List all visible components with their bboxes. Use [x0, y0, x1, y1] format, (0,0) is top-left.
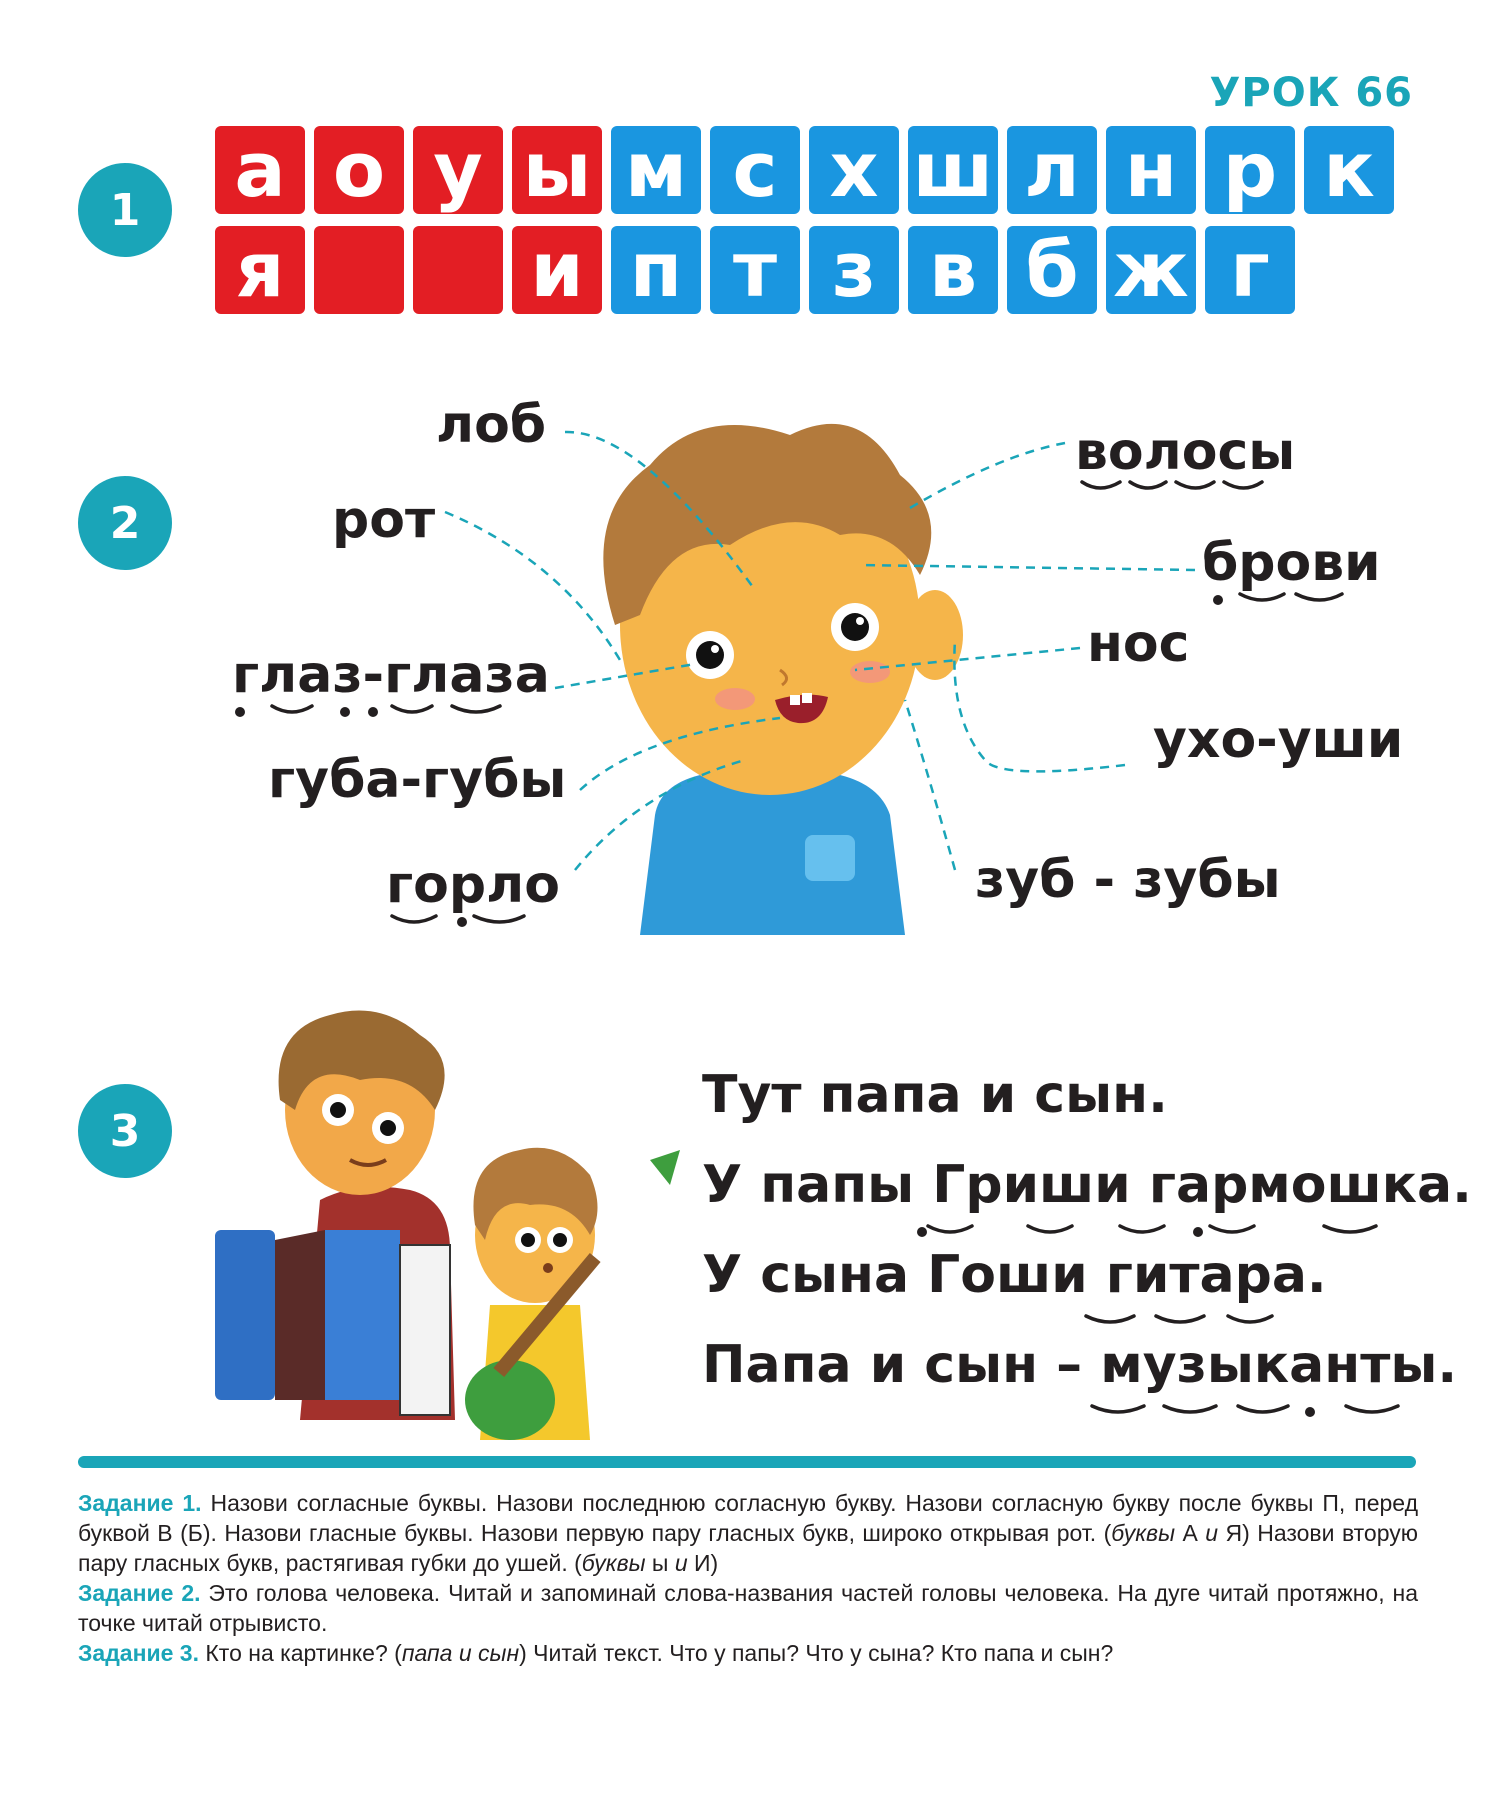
task-1-italic: и [674, 1550, 688, 1576]
label-glaz: глаз-глаза [232, 645, 550, 705]
section-divider [78, 1456, 1416, 1468]
letter-tile: м [611, 126, 701, 214]
label-guba: губа-губы [268, 750, 567, 810]
letter-tile: о [314, 126, 404, 214]
task-2-text: Это голова человека. Читай и запоминай слова-названия частей головы человека. На дуге читай протяжно, на точке читай отрывисто. [78, 1580, 1418, 1636]
task-1-text: Я) Назови вторую пару гласных букв, растягивая губки до ушей. ( [78, 1520, 1419, 1576]
letter-tile: р [1205, 126, 1295, 214]
task-1-italic: и [1205, 1520, 1219, 1546]
letter-tile: ш [908, 126, 998, 214]
letter-tile: а [215, 126, 305, 214]
task-number-3: 3 [78, 1084, 172, 1178]
label-nos: нос [1087, 614, 1190, 674]
label-zub: зуб - зубы [975, 850, 1281, 910]
task-2-instruction [78, 1578, 1418, 1638]
sentence-3: У сына Гоши гитара. [702, 1245, 1327, 1305]
letter-tile: у [413, 126, 503, 214]
label-lob: лоб [436, 395, 547, 455]
letter-tile: к [1304, 126, 1394, 214]
label-uho: ухо-уши [1153, 710, 1404, 770]
letter-tile: з [809, 226, 899, 314]
task-1-text: И) [687, 1550, 719, 1576]
task-instructions [78, 1488, 1418, 1668]
sentence-1: Тут папа и сын. [702, 1065, 1168, 1125]
task-1-text: А [1175, 1520, 1206, 1546]
task-number-2: 2 [78, 476, 172, 570]
letter-tile: н [1106, 126, 1196, 214]
letter-tile: х [809, 126, 899, 214]
task-2-label: Задание 2. [78, 1580, 201, 1606]
task-3-text: ) Читай текст. Что у папы? Что у сына? Кто папа и сын? [519, 1640, 1114, 1666]
lesson-title: УРОК 66 [1209, 70, 1413, 116]
sentence-4: Папа и сын – музыканты. [702, 1335, 1458, 1395]
label-rot: рот [332, 490, 436, 550]
letter-tile: п [611, 226, 701, 314]
task-1-italic: буквы [1111, 1520, 1175, 1546]
task-number-1: 1 [78, 163, 172, 257]
father-son-illustration [210, 1000, 680, 1460]
letter-tile: в [908, 226, 998, 314]
letter-tile: ж [1106, 226, 1196, 314]
letter-tile: я [215, 226, 305, 314]
letter-tile: т [710, 226, 800, 314]
letter-tile: ы [512, 126, 602, 214]
task-1-label: Задание 1. [78, 1490, 202, 1516]
label-volosy: волосы [1075, 422, 1296, 482]
task-3-label: Задание 3. [78, 1640, 199, 1666]
task-1-instruction [78, 1488, 1418, 1578]
sentence-2: У папы Гриши гармошка. [702, 1155, 1472, 1215]
label-brovi: брови [1202, 533, 1381, 593]
label-gorlo: горло [386, 855, 560, 915]
task-3-italic: папа и сын [401, 1640, 520, 1666]
task-3-instruction [78, 1638, 1418, 1668]
task-1-text: ы [645, 1550, 675, 1576]
letter-tile: и [512, 226, 602, 314]
letter-tile: г [1205, 226, 1295, 314]
letter-tile: с [710, 126, 800, 214]
task-1-text: Назови согласные буквы. Назови последнюю согласную букву. Назови согласную букву после буквы П, перед буквой В (Б). Назови гласные буквы. Назови первую пару гласных букв, широко открывая рот. ( [78, 1490, 1419, 1546]
letter-tile: б [1007, 226, 1097, 314]
task-3-text: Кто на картинке? ( [199, 1640, 402, 1666]
task-1-italic: буквы [581, 1550, 646, 1576]
letter-tile: л [1007, 126, 1097, 214]
